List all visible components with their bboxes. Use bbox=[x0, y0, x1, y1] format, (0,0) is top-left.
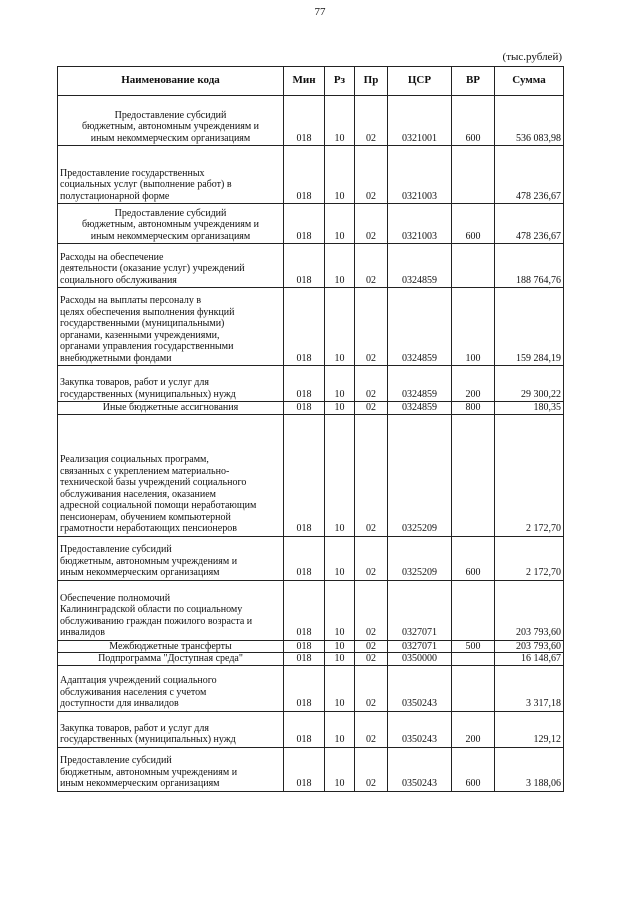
cell-name-line: социального обслуживания bbox=[60, 274, 177, 286]
cell-rz: 10 bbox=[325, 747, 355, 791]
table-row bbox=[58, 580, 564, 640]
cell-min: 018 bbox=[284, 414, 325, 536]
cell-rz: 10 bbox=[325, 402, 355, 415]
table-row bbox=[58, 402, 564, 415]
cell-name-line: социальных услуг (выполнение работ) в bbox=[60, 179, 232, 190]
cell-vr bbox=[452, 653, 495, 666]
cell-vr bbox=[452, 244, 495, 288]
table-row bbox=[58, 536, 564, 580]
cell-rz: 10 bbox=[325, 146, 355, 204]
table-row bbox=[58, 146, 564, 204]
cell-name-line: целях обеспечения выполнения функций bbox=[60, 306, 235, 318]
header-csr: ЦСР bbox=[388, 67, 452, 96]
cell-name-line: органами управления государственными bbox=[60, 341, 234, 352]
cell-csr: 0321001 bbox=[388, 96, 452, 146]
cell-sum: 16 148,67 bbox=[495, 653, 564, 666]
cell-name bbox=[58, 665, 284, 711]
cell-name bbox=[58, 288, 284, 366]
cell-csr: 0325209 bbox=[388, 536, 452, 580]
cell-name-line: адресной социальной помощи неработающим bbox=[60, 500, 257, 511]
cell-rz: 10 bbox=[325, 640, 355, 653]
cell-name-line: Предоставление субсидий bbox=[114, 207, 227, 219]
cell-name-line: обслуживания населения с учетом bbox=[60, 686, 207, 698]
cell-csr: 0321003 bbox=[388, 204, 452, 244]
cell-rz: 10 bbox=[325, 580, 355, 640]
cell-sum: 203 793,60 bbox=[495, 640, 564, 653]
cell-min: 018 bbox=[284, 536, 325, 580]
budget-table bbox=[57, 66, 564, 792]
cell-name-line: Предоставление субсидий bbox=[114, 109, 227, 121]
cell-vr: 800 bbox=[452, 402, 495, 415]
cell-sum: 2 172,70 bbox=[495, 414, 564, 536]
cell-sum: 188 764,76 bbox=[495, 244, 564, 288]
table-row bbox=[58, 653, 564, 666]
cell-vr: 500 bbox=[452, 640, 495, 653]
cell-csr: 0321003 bbox=[388, 146, 452, 204]
cell-name-line: Обеспечение полномочий bbox=[60, 592, 171, 604]
cell-name-line: государственных (муниципальных) нужд bbox=[60, 388, 236, 400]
table-row bbox=[58, 288, 564, 366]
cell-vr: 600 bbox=[452, 96, 495, 146]
cell-name-line: бюджетным, автономным учреждениям и bbox=[60, 766, 238, 778]
header-pr: Пр bbox=[355, 67, 388, 96]
cell-csr: 0350243 bbox=[388, 665, 452, 711]
cell-name-line: обслуживания населения, оказанием bbox=[60, 488, 217, 500]
cell-name bbox=[58, 96, 284, 146]
cell-pr: 02 bbox=[355, 580, 388, 640]
table-row bbox=[58, 204, 564, 244]
cell-min: 018 bbox=[284, 366, 325, 402]
cell-vr: 600 bbox=[452, 747, 495, 791]
cell-name bbox=[58, 747, 284, 791]
cell-rz: 10 bbox=[325, 244, 355, 288]
cell-vr: 100 bbox=[452, 288, 495, 366]
cell-sum: 478 236,67 bbox=[495, 146, 564, 204]
cell-csr: 0324859 bbox=[388, 402, 452, 415]
cell-name-line: Подпрограмма "Доступная среда" bbox=[98, 653, 243, 664]
cell-name-line: Калининградской области по социальному bbox=[60, 604, 243, 615]
cell-name-line: Адаптация учреждений социального bbox=[60, 675, 217, 686]
cell-pr: 02 bbox=[355, 402, 388, 415]
cell-name-line: Расходы на выплаты персоналу в bbox=[60, 295, 202, 306]
cell-pr: 02 bbox=[355, 96, 388, 146]
cell-sum: 180,35 bbox=[495, 402, 564, 415]
cell-min: 018 bbox=[284, 402, 325, 415]
cell-pr: 02 bbox=[355, 665, 388, 711]
cell-pr: 02 bbox=[355, 288, 388, 366]
cell-name-line: полустационарной форме bbox=[60, 190, 170, 202]
cell-name-line: иным некоммерческим организациям bbox=[60, 778, 220, 789]
cell-name-line: инвалидов bbox=[60, 627, 105, 638]
cell-pr: 02 bbox=[355, 653, 388, 666]
cell-pr: 02 bbox=[355, 366, 388, 402]
table-row bbox=[58, 414, 564, 536]
cell-pr: 02 bbox=[355, 414, 388, 536]
cell-rz: 10 bbox=[325, 96, 355, 146]
cell-vr bbox=[452, 414, 495, 536]
cell-min: 018 bbox=[284, 653, 325, 666]
cell-name bbox=[58, 640, 284, 653]
cell-rz: 10 bbox=[325, 536, 355, 580]
cell-name bbox=[58, 414, 284, 536]
table-row bbox=[58, 665, 564, 711]
cell-name-line: доступности для инвалидов bbox=[60, 698, 179, 709]
cell-rz: 10 bbox=[325, 204, 355, 244]
cell-name-line: органами, казенными учреждениями, bbox=[60, 329, 220, 341]
cell-min: 018 bbox=[284, 747, 325, 791]
cell-rz: 10 bbox=[325, 366, 355, 402]
cell-name-line: технической базы учреждений социального bbox=[60, 477, 247, 488]
header-min: Мин bbox=[284, 67, 325, 96]
table-row bbox=[58, 96, 564, 146]
cell-rz: 10 bbox=[325, 288, 355, 366]
cell-name-line: Предоставление субсидий bbox=[60, 755, 172, 766]
cell-pr: 02 bbox=[355, 244, 388, 288]
cell-min: 018 bbox=[284, 580, 325, 640]
cell-name bbox=[58, 366, 284, 402]
cell-vr: 200 bbox=[452, 366, 495, 402]
cell-name-line: Предоставление государственных bbox=[60, 167, 205, 179]
cell-csr: 0325209 bbox=[388, 414, 452, 536]
cell-name-line: иным некоммерческим организациям bbox=[90, 132, 251, 144]
table-row bbox=[58, 640, 564, 653]
cell-min: 018 bbox=[284, 288, 325, 366]
cell-name-line: пенсионерам, обучением компьютерной bbox=[60, 511, 231, 523]
cell-rz: 10 bbox=[325, 414, 355, 536]
cell-vr: 600 bbox=[452, 204, 495, 244]
cell-csr: 0324859 bbox=[388, 244, 452, 288]
cell-name-line: Реализация социальных программ, bbox=[60, 454, 209, 465]
cell-pr: 02 bbox=[355, 204, 388, 244]
table-row bbox=[58, 366, 564, 402]
cell-pr: 02 bbox=[355, 146, 388, 204]
cell-name-line: иным некоммерческим организациям bbox=[90, 230, 251, 242]
cell-rz: 10 bbox=[325, 665, 355, 711]
cell-min: 018 bbox=[284, 204, 325, 244]
cell-min: 018 bbox=[284, 146, 325, 204]
cell-name bbox=[58, 244, 284, 288]
cell-name-line: Межбюджетные трансферты bbox=[109, 640, 232, 652]
cell-name-line: бюджетным, автономным учреждениям и bbox=[81, 121, 260, 132]
cell-sum: 29 300,22 bbox=[495, 366, 564, 402]
cell-rz: 10 bbox=[325, 653, 355, 666]
table-row bbox=[58, 711, 564, 747]
cell-name-line: бюджетным, автономным учреждениям и bbox=[60, 555, 238, 567]
cell-pr: 02 bbox=[355, 640, 388, 653]
units-label: (тыс.рублей) bbox=[502, 51, 562, 63]
cell-pr: 02 bbox=[355, 747, 388, 791]
cell-sum: 129,12 bbox=[495, 711, 564, 747]
cell-name-line: Расходы на обеспечение bbox=[60, 251, 164, 263]
table-row bbox=[58, 747, 564, 791]
header-rz: Рз bbox=[325, 67, 355, 96]
cell-rz: 10 bbox=[325, 711, 355, 747]
cell-vr bbox=[452, 146, 495, 204]
cell-csr: 0324859 bbox=[388, 288, 452, 366]
cell-name bbox=[58, 204, 284, 244]
cell-name-line: связанных с укреплением материально- bbox=[60, 465, 230, 477]
header-vr: ВР bbox=[452, 67, 495, 96]
cell-name-line: государственных (муниципальных) нужд bbox=[60, 734, 236, 745]
cell-name bbox=[58, 146, 284, 204]
cell-csr: 0327071 bbox=[388, 640, 452, 653]
cell-name-line: обслуживанию граждан пожилого возраста и bbox=[60, 615, 253, 627]
cell-name-line: грамотности неработающих пенсионеров bbox=[60, 523, 237, 534]
cell-min: 018 bbox=[284, 665, 325, 711]
cell-name-line: Закупка товаров, работ и услуг для bbox=[60, 377, 209, 388]
cell-pr: 02 bbox=[355, 536, 388, 580]
cell-min: 018 bbox=[284, 640, 325, 653]
cell-csr: 0350243 bbox=[388, 747, 452, 791]
cell-name-line: Иные бюджетные ассигнования bbox=[102, 402, 239, 413]
cell-vr: 200 bbox=[452, 711, 495, 747]
cell-name bbox=[58, 536, 284, 580]
table-row bbox=[58, 244, 564, 288]
header-name: Наименование кода bbox=[58, 67, 284, 96]
cell-vr: 600 bbox=[452, 536, 495, 580]
cell-vr bbox=[452, 580, 495, 640]
cell-name-line: внебюджетными фондами bbox=[60, 352, 172, 364]
cell-sum: 2 172,70 bbox=[495, 536, 564, 580]
cell-sum: 478 236,67 bbox=[495, 204, 564, 244]
cell-sum: 203 793,60 bbox=[495, 580, 564, 640]
page-number: 77 bbox=[314, 6, 326, 18]
table-header-row bbox=[58, 67, 564, 96]
cell-csr: 0327071 bbox=[388, 580, 452, 640]
cell-name bbox=[58, 711, 284, 747]
cell-name-line: Предоставление субсидий bbox=[60, 544, 172, 555]
cell-sum: 536 083,98 bbox=[495, 96, 564, 146]
cell-name-line: иным некоммерческим организациям bbox=[60, 567, 220, 578]
cell-csr: 0324859 bbox=[388, 366, 452, 402]
cell-name bbox=[58, 653, 284, 666]
cell-name bbox=[58, 580, 284, 640]
cell-sum: 3 188,06 bbox=[495, 747, 564, 791]
cell-name-line: Закупка товаров, работ и услуг для bbox=[60, 722, 209, 734]
cell-min: 018 bbox=[284, 244, 325, 288]
cell-csr: 0350000 bbox=[388, 653, 452, 666]
cell-vr bbox=[452, 665, 495, 711]
cell-name bbox=[58, 402, 284, 415]
cell-name-line: государственными (муниципальными) bbox=[60, 318, 225, 329]
cell-min: 018 bbox=[284, 96, 325, 146]
cell-pr: 02 bbox=[355, 711, 388, 747]
cell-sum: 3 317,18 bbox=[495, 665, 564, 711]
cell-name-line: бюджетным, автономным учреждениям и bbox=[81, 219, 260, 230]
cell-name-line: деятельности (оказание услуг) учреждений bbox=[60, 263, 245, 274]
table-body bbox=[58, 96, 564, 792]
cell-sum: 159 284,19 bbox=[495, 288, 564, 366]
cell-min: 018 bbox=[284, 711, 325, 747]
header-sum: Сумма bbox=[495, 67, 564, 96]
cell-csr: 0350243 bbox=[388, 711, 452, 747]
